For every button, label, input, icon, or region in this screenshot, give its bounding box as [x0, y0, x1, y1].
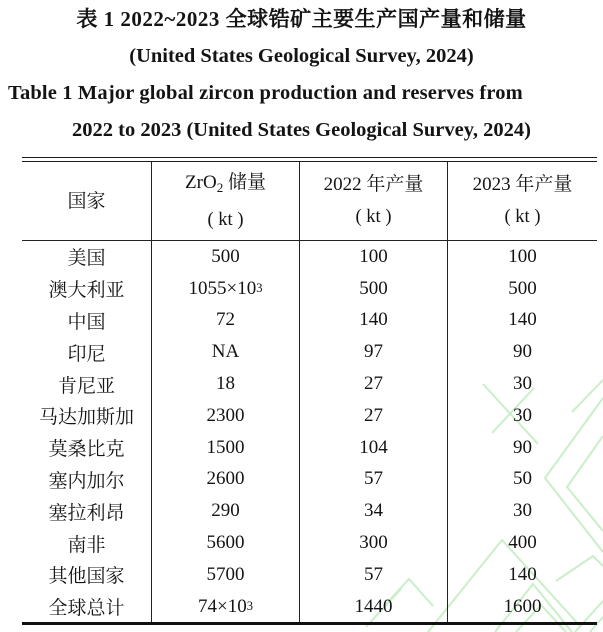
table-value-cell: 500 — [300, 273, 448, 305]
table-value-cell: 30 — [513, 373, 532, 395]
table-value-cell: 5600 — [152, 527, 300, 559]
value-exponent: 3 — [246, 599, 253, 614]
table-value-cell: 140 — [300, 305, 448, 337]
table-value-cell: 1500 — [152, 432, 300, 464]
column-header-unit: ( kt ) — [207, 209, 244, 230]
table-caption-english-line1: Table 1 Major global zircon production and reserves from — [8, 82, 523, 104]
table-value-cell: 57 — [300, 464, 448, 496]
row-country-label: 其他国家 — [22, 559, 152, 591]
table-value-cell: 30 — [513, 404, 532, 426]
table-value-cell: 2300 — [152, 400, 300, 432]
column-header — [448, 162, 597, 241]
value-base: 1055×10 — [188, 277, 257, 299]
table-value-cell: 90 — [513, 436, 532, 458]
table-value-cell: 27 — [300, 368, 448, 400]
table-value-cell: 1600 — [503, 595, 542, 617]
table-value-cell: 30 — [513, 500, 532, 522]
table-value-cell — [152, 273, 300, 305]
row-country-label: 澳大利亚 — [22, 273, 152, 305]
table-caption-chinese: 表 1 2022~2023 全球锆矿主要生产国产量和储量 — [76, 7, 527, 31]
table-value-cell: 104 — [300, 432, 448, 464]
zircon-production-table — [22, 162, 597, 623]
table-caption-source-chinese: (United States Geological Survey, 2024) — [129, 45, 474, 67]
table-value-cell: 140 — [508, 563, 537, 585]
table-value-cell: 90 — [513, 341, 532, 363]
column-header-title — [185, 166, 266, 204]
table-bottom-rule — [22, 622, 597, 625]
row-country-label: 塞内加尔 — [22, 464, 152, 496]
table-value-cell: 27 — [300, 400, 448, 432]
row-country-label: 中国 — [22, 305, 152, 337]
table-value-cell: 72 — [152, 305, 300, 337]
table-value-cell: 400 — [508, 532, 537, 554]
table-caption-english-line2: 2022 to 2023 (United States Geological Survey, 2024) — [72, 119, 531, 141]
table-value-cell: 290 — [152, 495, 300, 527]
formula-base: ZrO — [185, 171, 217, 193]
column-header-title: 2022 年产量 — [323, 174, 424, 195]
table-value-cell: 100 — [300, 241, 448, 273]
table-value-cell: 100 — [508, 245, 537, 267]
row-country-label: 南非 — [22, 527, 152, 559]
table-value-cell: 500 — [152, 241, 300, 273]
table-value-cell: 140 — [508, 309, 537, 331]
table-value-cell: 57 — [300, 559, 448, 591]
table-value-cell: 1440 — [300, 591, 448, 623]
table-value-cell — [152, 591, 300, 623]
table-value-cell: 50 — [513, 468, 532, 490]
column-header-title: 国家 — [67, 190, 106, 212]
column-header — [300, 162, 448, 241]
column-header — [22, 162, 152, 241]
column-header-unit: ( kt ) — [355, 207, 392, 227]
row-country-label: 塞拉利昂 — [22, 495, 152, 527]
table-value-cell: 2600 — [152, 464, 300, 496]
column-header — [152, 162, 300, 241]
column-header-title: 2023 年产量 — [472, 174, 573, 195]
header-text: 储量 — [223, 171, 266, 193]
table-value-cell: NA — [152, 336, 300, 368]
table-value-cell: 300 — [300, 527, 448, 559]
table-value-cell: 500 — [508, 277, 537, 299]
value-base: 74×10 — [198, 595, 247, 617]
row-country-label: 肯尼亚 — [22, 368, 152, 400]
table-value-cell: 34 — [300, 495, 448, 527]
row-country-label: 全球总计 — [22, 591, 152, 623]
row-country-label: 美国 — [22, 241, 152, 273]
row-country-label: 马达加斯加 — [22, 400, 152, 432]
value-exponent: 3 — [256, 281, 263, 296]
table-value-cell: 5700 — [152, 559, 300, 591]
table-value-cell: 18 — [152, 368, 300, 400]
column-header-unit: ( kt ) — [504, 207, 541, 227]
table-value-cell: 97 — [300, 336, 448, 368]
row-country-label: 印尼 — [22, 336, 152, 368]
formula-subscript: 2 — [216, 179, 224, 195]
row-country-label: 莫桑比克 — [22, 432, 152, 464]
